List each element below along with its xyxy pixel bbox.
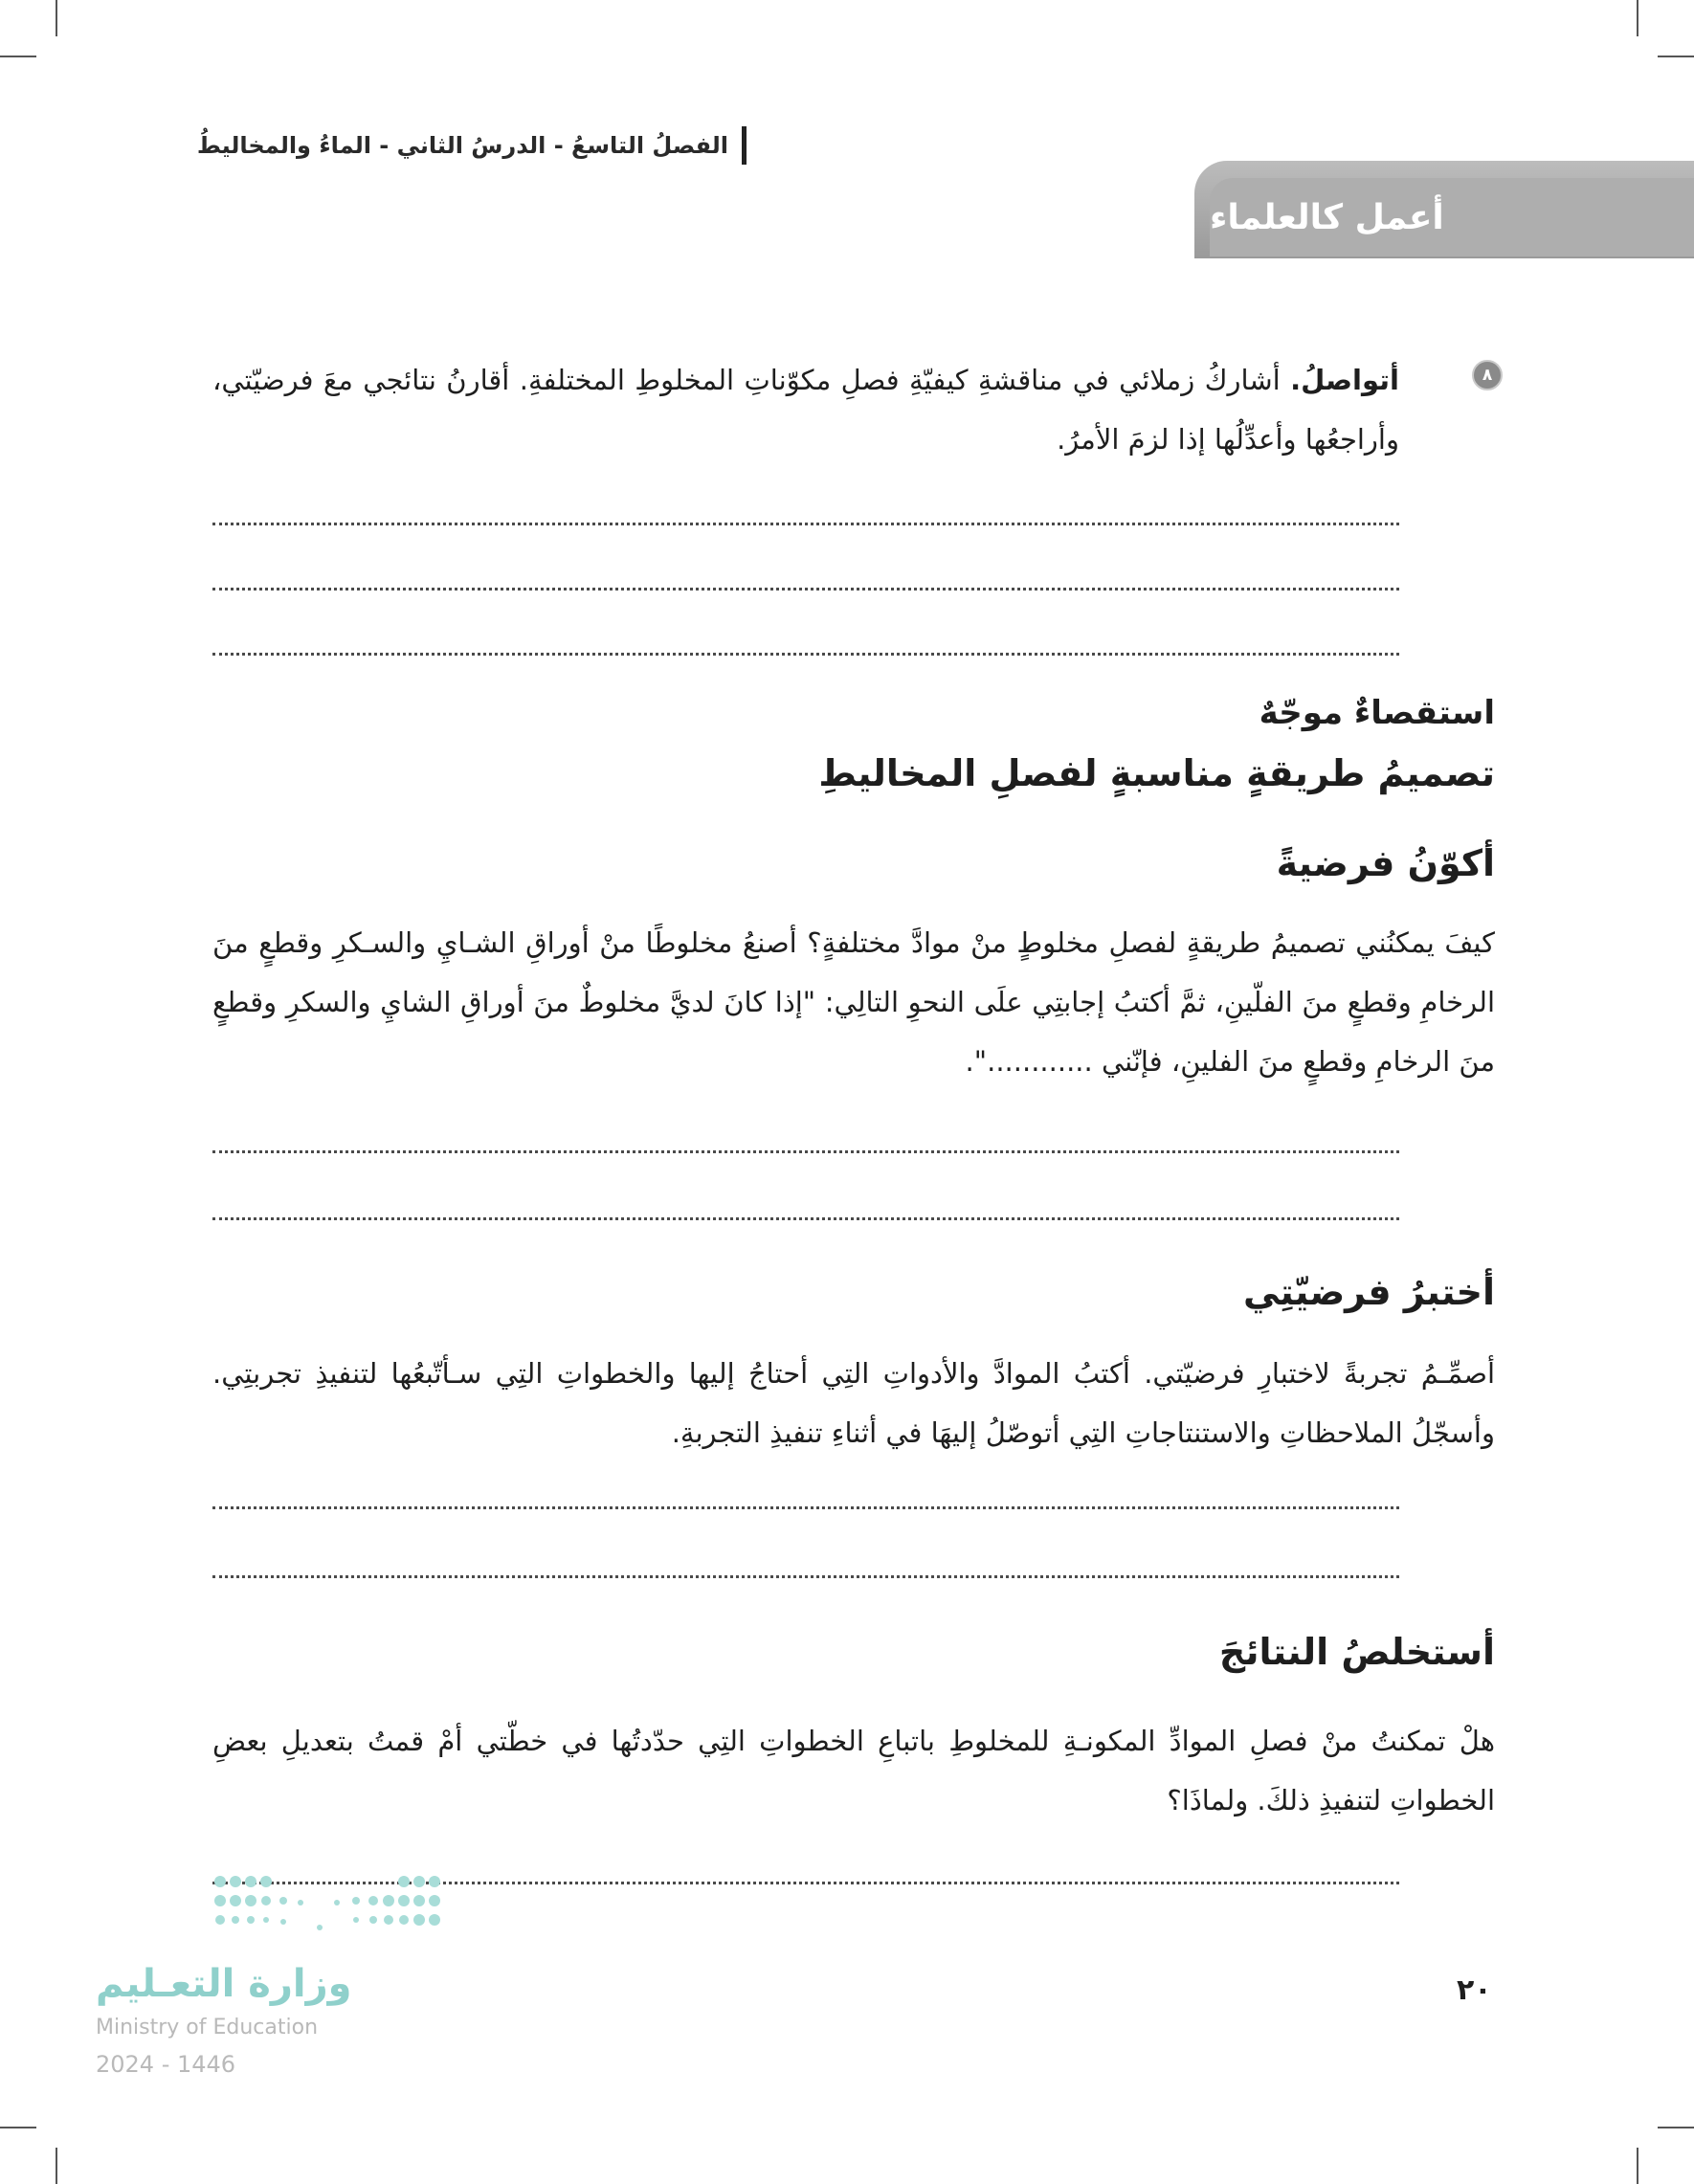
crop-mark [1658, 2127, 1694, 2128]
inquiry-label: استقصاءٌ موجّهٌ [1259, 694, 1495, 732]
answer-line[interactable] [212, 523, 1399, 525]
hypothesis-text: كيفَ يمكنُني تصميمُ طريقةٍ لفصلِ مخلوطٍ منْ موادَّ مختلفةٍ؟ أصنعُ مخلوطًا منْ أوراقِ الشـايِ والسـكرِ وقطعٍ منَ الرخامِ وقطعٍ منَ الفلّينِ، ثمَّ أكتبُ إجابتِي علَى النحوِ التالِي: "إذا كانَ لديَّ مخلوطٌ منَ أوراقِ الشايِ والسكرِ وقطعٍ منَ الرخامِ وقطعٍ منَ الفلينِ، فإنّني ............". [212, 926, 1495, 1078]
item-8-body: أشاركُ زملائي في مناقشةِ كيفيّةِ فصلِ مكوّناتِ المخلوطِ المختلفةِ. أقارنُ نتائجي معَ فرضيّتي، وأراجعُها وأعدِّلُها إذا لزمَ الأمرُ. [212, 364, 1399, 456]
answer-line[interactable] [212, 588, 1399, 591]
header-divider [742, 126, 747, 165]
conclude-text: هلْ تمكنتُ منْ فصلِ الموادِّ المكونـةِ للمخلوطِ باتباعِ الخطواتِ التِي حدّدتُها في خطّتي أمْ قمتُ بتعديلِ بعضِ الخطواتِ لتنفيذِ ذلكَ. ولماذَا؟ [212, 1725, 1495, 1816]
crop-mark [0, 2127, 36, 2128]
breadcrumb: الفصلُ التاسعُ - الدرسُ الثاني - الماءُ والمخاليطُ [196, 132, 728, 159]
crop-mark [1658, 56, 1694, 57]
inquiry-title: تصميمُ طريقةٍ مناسبةٍ لفصلِ المخاليطِ [818, 752, 1495, 794]
crop-mark [56, 0, 57, 36]
item-8-lead: أتواصلُ. [1290, 364, 1400, 396]
ministry-logo-dots [212, 1874, 448, 1939]
ministry-name-en: Ministry of Education [96, 2016, 319, 2039]
crop-mark [1637, 2148, 1638, 2184]
answer-line[interactable] [212, 653, 1399, 656]
item-8-text [212, 350, 1399, 469]
test-text: أصمِّـمُ تجربةً لاختبارِ فرضيّتي. أكتبُ الموادَّ والأدواتِ التِي أحتاجُ إليها والخطواتِ التِي سـأتّبعُها لتنفيذِ تجربتِي. وأسجّلُ الملاحظاتِ والاستنتاجاتِ التِي أتوصّلُ إليهَا في أثناءِ تنفيذِ التجربةِ. [212, 1357, 1495, 1449]
page-number: ٢٠ [1457, 1973, 1492, 2007]
test-heading: أختبرُ فرضيّتِي [1242, 1271, 1495, 1313]
running-header [197, 126, 747, 165]
item-number-badge: ٨ [1472, 360, 1503, 390]
crop-mark [56, 2148, 57, 2184]
hypothesis-heading: أكوّنُ فرضيةً [1276, 842, 1495, 884]
conclude-heading: أستخلصُ النتائجَ [1218, 1631, 1495, 1673]
ministry-name-ar: وزارة التعـليم [96, 1962, 352, 2006]
answer-line[interactable] [212, 1575, 1399, 1578]
answer-line[interactable] [212, 1506, 1399, 1509]
crop-mark [1637, 0, 1638, 36]
answer-line[interactable] [212, 1150, 1399, 1153]
section-tab [1210, 178, 1694, 256]
crop-mark [0, 56, 36, 57]
academic-year: 2024 - 1446 [96, 2051, 236, 2078]
answer-line[interactable] [212, 1217, 1399, 1220]
section-tab-label: أعمل كالعلماء [1210, 197, 1444, 237]
